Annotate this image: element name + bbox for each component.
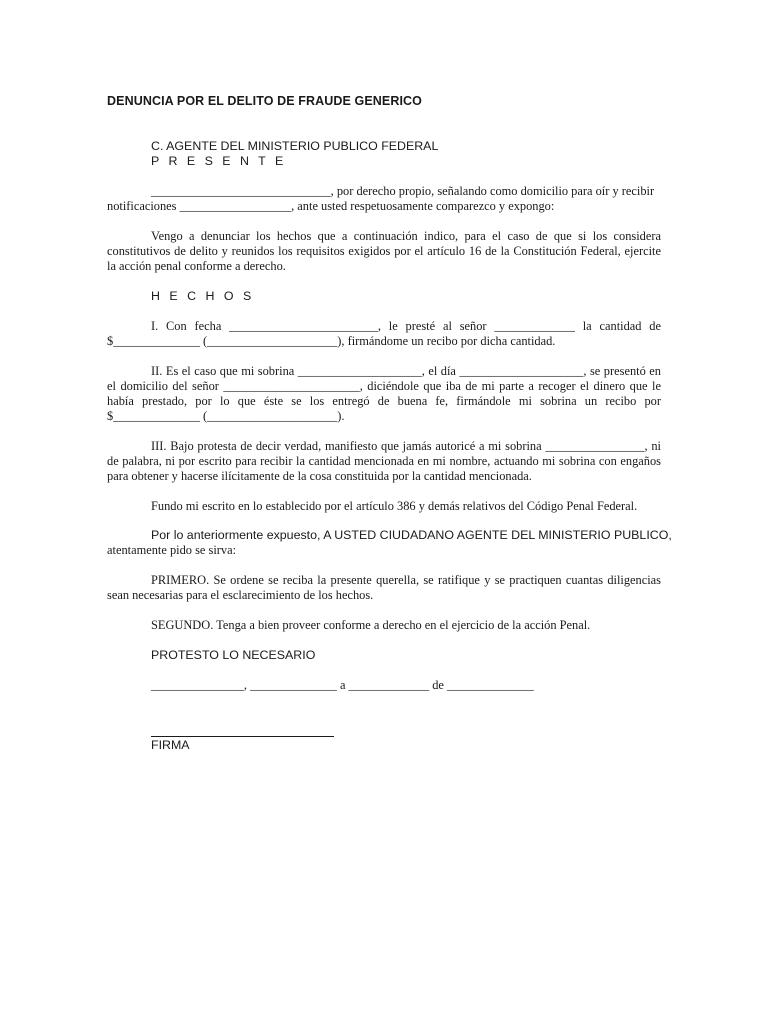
hecho-3-line-3: para obtener y hacerse ilícitamente de la cosa constituida por la cantidad mencionada. <box>107 469 532 483</box>
date-line: _______________, ______________ a _____________ de ______________ <box>151 678 534 692</box>
hecho-3-line-1: III. Bajo protesta de decir verdad, manifiesto que jamás autoricé a mi sobrina ________________, ni <box>151 439 661 453</box>
primero-line-1: PRIMERO. Se ordene se reciba la presente querella, se ratifique y se practiquen cuantas diligencias <box>151 573 661 587</box>
hecho-2-line-1: II. Es el caso que mi sobrina ____________________, el día ____________________, se presentó en <box>151 364 661 378</box>
por-lo-line-1: Por lo anteriormente expuesto, A USTED CIUDADANO AGENTE DEL MINISTERIO PUBLICO, <box>151 528 672 542</box>
hecho-2-line-3: había prestado, por lo que éste se los entregó de buena fe, firmándole mi sobrina un recibo por <box>107 394 661 408</box>
hecho-1-line-2: $______________ (_____________________), firmándome un recibo por dicha cantidad. <box>107 334 556 348</box>
intro-line-2: notificaciones __________________, ante usted respetuosamente comparezco y expongo: <box>107 199 555 213</box>
segundo-paragraph: SEGUNDO. Tenga a bien proveer conforme a derecho en el ejercicio de la acción Penal. <box>151 618 591 632</box>
addressee: C. AGENTE DEL MINISTERIO PUBLICO FEDERAL <box>151 139 439 153</box>
por-lo-line-2: atentamente pido se sirva: <box>107 543 237 557</box>
signature-line <box>151 736 334 737</box>
document-title: DENUNCIA POR EL DELITO DE FRAUDE GENERICO <box>107 94 423 108</box>
fundo-paragraph: Fundo mi escrito en lo establecido por el artículo 386 y demás relativos del Código Penal Federal. <box>151 499 638 513</box>
protesto-label: PROTESTO LO NECESARIO <box>151 648 316 662</box>
vengo-line-3: la acción penal conforme a derecho. <box>107 259 286 273</box>
firma-label: FIRMA <box>151 738 190 752</box>
hecho-2-line-4: $______________ (_____________________). <box>107 409 345 423</box>
presente-label: P R E S E N T E <box>151 154 287 168</box>
primero-line-2: sean necesarias para el esclarecimiento de los hechos. <box>107 588 374 602</box>
hechos-heading: H E C H O S <box>151 289 255 303</box>
hecho-2-line-2: el domicilio del señor ______________________, diciéndole que iba de mi parte a recoger el dinero que le <box>107 379 661 393</box>
intro-line-1: _____________________________, por derecho propio, señalando como domicilio para oír y recibir <box>151 184 655 198</box>
vengo-line-2: constitutivos de delito y reunidos los requisitos exigidos por el artículo 16 de la Constitución Federal, ejercite <box>107 244 661 258</box>
hecho-1-line-1: I. Con fecha ________________________, le presté al señor _____________ la cantidad de <box>151 319 661 333</box>
vengo-line-1: Vengo a denunciar los hechos que a continuación indico, para el caso de que si los considera <box>151 229 661 243</box>
hecho-3-line-2: de palabra, ni por escrito para recibir la cantidad mencionada en mi nombre, actuando mi sobrina con engaños <box>107 454 661 468</box>
